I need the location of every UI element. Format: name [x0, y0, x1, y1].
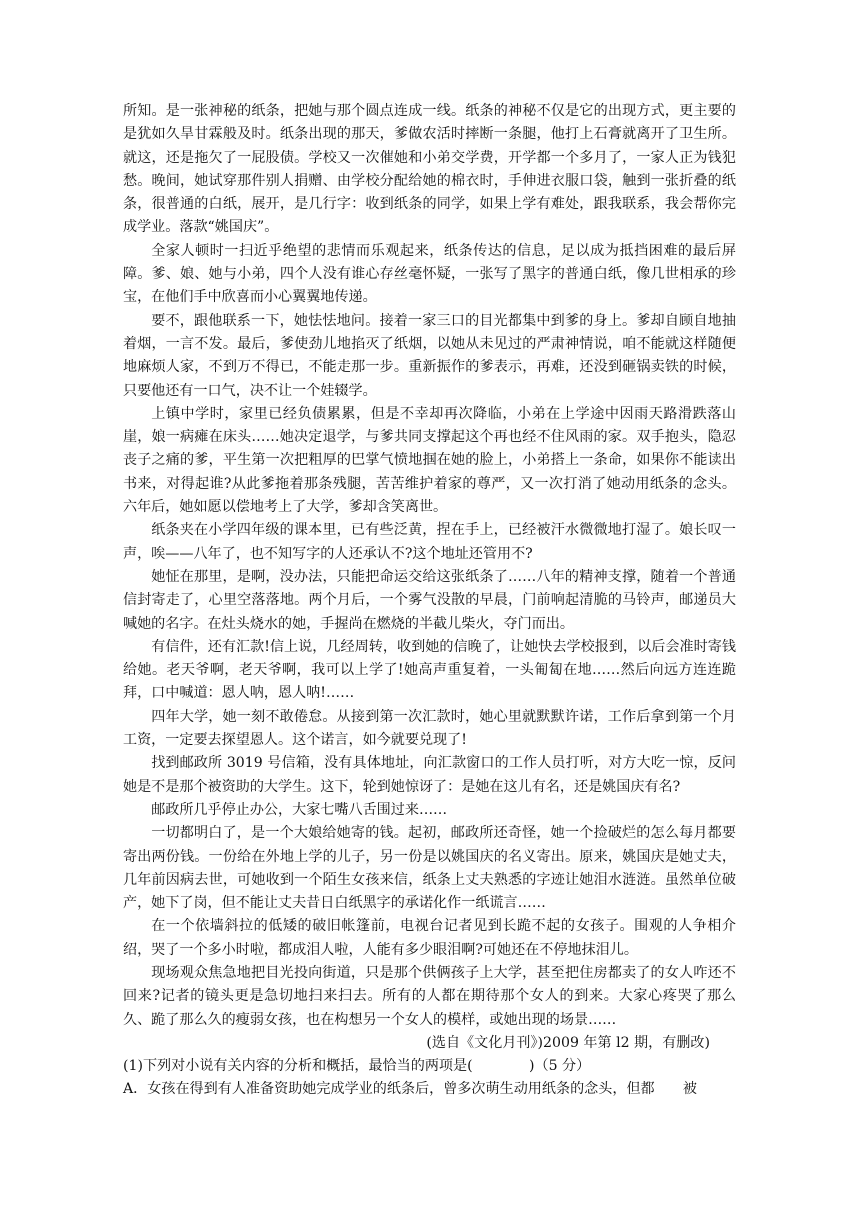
- paragraph: 她怔在那里，是啊，没办法，只能把命运交给这张纸条了……八年的精神支撑，随着一个普通信封寄走了，心里空落落地。两个月后，一个雾气没散的早晨，门前响起清脆的马铃声，邮递员大喊她的名字。在灶头烧水的她，手握尚在燃烧的半截儿柴火，夺门而出。: [123, 568, 736, 632]
- paragraph: 邮政所几乎停止办公，大家七嘴八舌围过来……: [151, 801, 448, 818]
- document-page: [123, 100, 736, 1102]
- paragraph: 要不，跟他联系一下，她怯怯地问。接着一家三口的目光都集中到爹的身上。爹却自顾自地抽着烟，一言不发。最后，爹使劲儿地掐灭了纸烟，以她从未见过的严肃神情说，咱不能就这样随便地麻烦人家，不到万不得已，不能走那一步。重新振作的爹表示，再难，还没到砸锅卖铁的时候，只要他还有一口气，决不让一个娃辍学。: [123, 312, 736, 399]
- paragraph: 找到邮政所 3019 号信箱，没有具体地址，向汇款窗口的工作人员打听，对方大吃一惊，反问她是不是那个被资助的大学生。这下，轮到她惊讶了：是她在这儿有名，还是姚国庆有名?: [123, 755, 736, 795]
- paragraph: 现场观众焦急地把目光投向街道，只是那个供俩孩子上大学，甚至把住房都卖了的女人咋还不回来?记者的镜头更是急切地扫来扫去。所有的人都在期待那个女人的到来。大家心疼哭了那么久、跪了那么久的瘦弱女孩，也在构想另一个女人的模样，或她出现的场景……: [123, 964, 736, 1028]
- paragraph: 四年大学，她一刻不敢倦怠。从接到第一次汇款时，她心里就默默许诺，工作后拿到第一个月工资，一定要去探望恩人。这个诺言，如今就要兑现了!: [123, 708, 736, 749]
- paragraph: 上镇中学时，家里已经负债累累，但是不幸却再次降临，小弟在上学途中因雨天路滑跌落山崖，娘一病瘫在床头……她决定退学，与爹共同支撑起这个再也经不住风雨的家。双手抱头，隐忍丧子之痛的爹，平生第一次把粗厚的巴掌气愤地掴在她的脸上，小弟搭上一条命，如果你不能读出书来，对得起谁?从此爹拖着那条残腿，苦苦维护着家的尊严，又一次打消了她动用纸条的念头。六年后，她如愿以偿地考上了大学，爹却含笑离世。: [123, 405, 736, 516]
- paragraph: 纸条夹在小学四年级的课本里，已有些泛黄，捏在手上，已经被汗水微微地打湿了。娘长叹一声，唉——八年了，也不知写字的人还承认不?这个地址还管用不?: [123, 522, 736, 562]
- paragraph: 全家人顿时一扫近乎绝望的悲情而乐观起来，纸条传达的信息，足以成为抵挡困难的最后屏障。爹、娘、她与小弟，四个人没有谁心存丝毫怀疑，一张写了黑字的普通白纸，像几世相承的珍宝，在他们手中欣喜而小心翼翼地传递。: [123, 242, 736, 306]
- paragraph: 一切都明白了，是一个大娘给她寄的钱。起初，邮政所还奇怪，她一个捡破烂的怎么每月都要寄出两份钱。一份给在外地上学的儿子，另一份是以姚国庆的名义寄出。原来，姚国庆是她丈夫，几年前因病去世，可她收到一个陌生女孩来信，纸条上丈夫熟悉的字迹让她泪水涟涟。虽然单位破产，她下了岗，但不能让丈夫昔日白纸黑字的承诺化作一纸谎言……: [123, 825, 736, 912]
- question-text: (1)下列对小说有关内容的分析和概括，最恰当的两项是( )（5 分）: [123, 1058, 591, 1075]
- source-citation: (选自《文化月刊》)2009 年第 l2 期，有删改): [426, 1034, 710, 1051]
- paragraph: 所知。是一张神秘的纸条，把她与那个圆点连成一线。纸条的神秘不仅是它的出现方式，更主要的是犹如久旱甘霖般及时。纸条出现的那天，爹做农活时摔断一条腿，他打上石膏就离开了卫生所。就这，还是拖欠了一屁股债。学校又一次催她和小弟交学费，开学都一个多月了，一家人正为钱犯愁。晚间，她试穿那件别人捐赠、由学校分配给她的棉衣时，手伸进衣服口袋，触到一张折叠的纸条，很普通的白纸，展开，是几行字：收到纸条的同学，如果上学有难处，跟我联系，我会帮你完成学业。落款“姚国庆”。: [123, 103, 736, 236]
- paragraph: 在一个依墙斜拉的低矮的破旧帐篷前，电视台记者见到长跪不起的女孩子。围观的人争相介绍，哭了一个多小时啦，都成泪人啦，人能有多少眼泪啊?可她还在不停地抹泪儿。: [123, 918, 736, 958]
- paragraph: 有信件，还有汇款!信上说，几经周转，收到她的信晚了，让她快去学校报到，以后会准时寄钱给她。老天爷啊，老天爷啊，我可以上学了!她高声重复着，一头匍匐在地……然后向远方连连跪拜，口中喊道：恩人呐，恩人呐!……: [123, 638, 736, 702]
- option-a: A．女孩在得到有人准备资助她完成学业的纸条后，曾多次萌生动用纸条的念头，但都 被: [123, 1081, 697, 1098]
